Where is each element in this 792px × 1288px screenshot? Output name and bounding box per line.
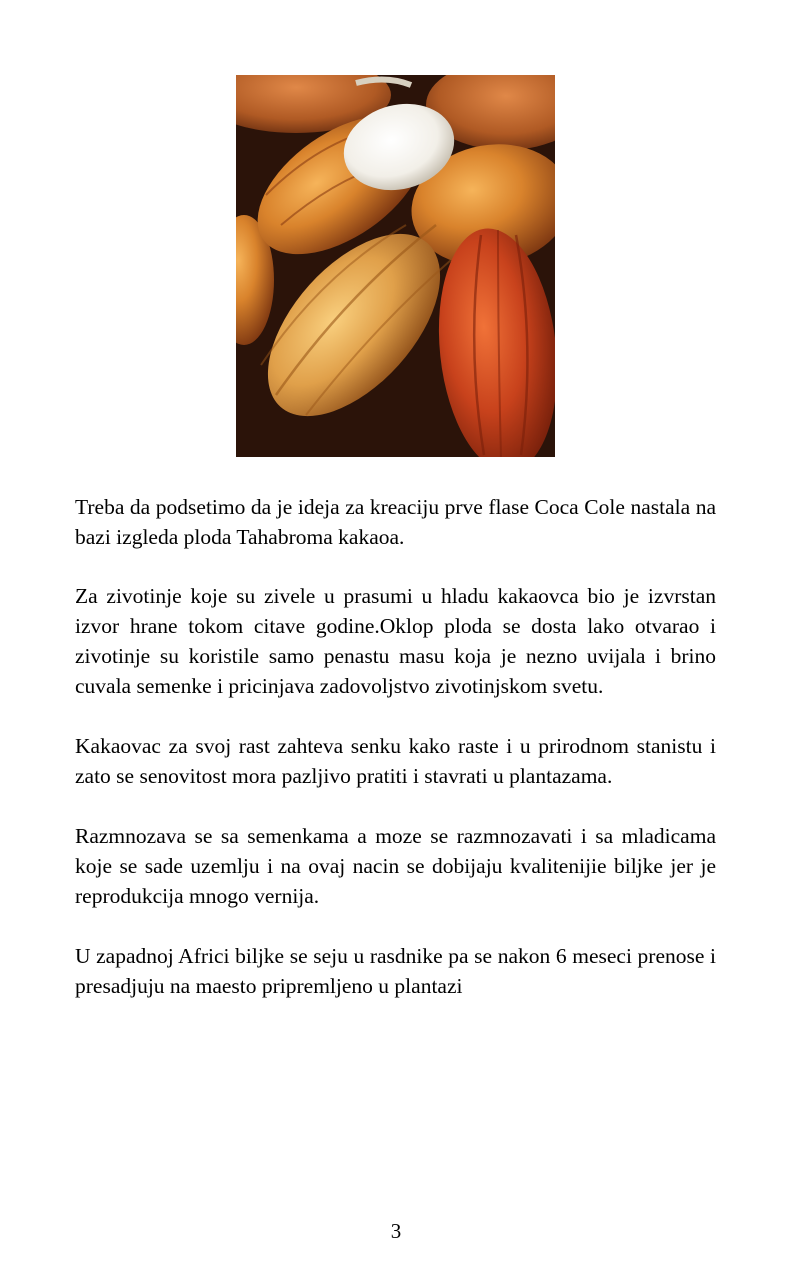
page-number: 3 (390, 1219, 402, 1243)
paragraph: Razmnozava se sa semenkama a moze se razmnozavati i sa mladicama koje se sade uzemlju i na ovaj nacin se dobijaju kvalitenijie biljke jer je reprodukcija mnogo vernija. (75, 824, 716, 908)
paragraph: Treba da podsetimo da je ideja za kreaciju prve flase Coca Cole nastala na bazi izgleda ploda Tahabroma kakaoa. (75, 495, 716, 549)
paragraph: Kakaovac za svoj rast zahteva senku kako raste i u prirodnom stanistu i zato se senovitost mora pazljivo pratiti i stavrati u plantazama. (75, 734, 716, 788)
paragraph: U zapadnoj Africi biljke se seju u rasdnike pa se nakon 6 meseci prenose i presadjuju na maesto pripremljeno u plantazi (75, 944, 716, 998)
body-text (75, 492, 716, 1031)
paragraph: Za zivotinje koje su zivele u prasumi u hladu kakaovca bio je izvrstan izvor hrane tokom citave godine.Oklop ploda se dosta lako otvarao i zivotinje su koristile samo penastu masu koja je nezno uvijala i brino cuvala semenke i pricinjava zadovoljstvo zivotinjskom svetu. (75, 584, 716, 698)
cocoa-pods-photo (236, 75, 555, 457)
